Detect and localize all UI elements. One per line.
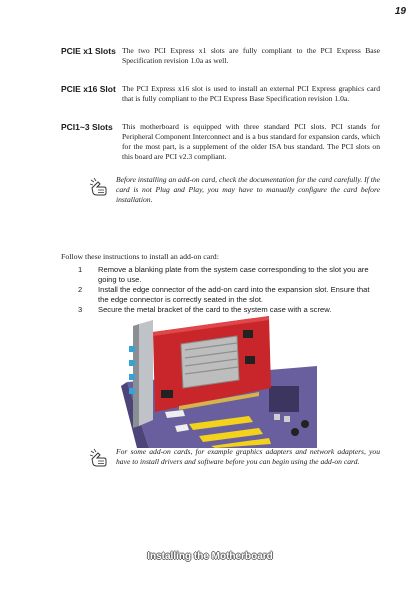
pointing-hand-icon [89,447,111,469]
step-number: 3 [78,305,83,314]
definition-description: The PCI Express x16 slot is used to install an external PCI Express graphics card that is fully compliant to the PCI Express Base Specification revision 1.0a. [122,84,380,103]
instructions-intro: Follow these instructions to install an add-on card: [61,252,219,261]
step-number: 2 [78,285,83,294]
definition-description: The two PCI Express x1 slots are fully compliant to the PCI Express Base Specification revision 1.0a as well. [122,46,380,65]
note-add-on-drivers: For some add-on cards, for example graphics adapters and network adapters, you have to install drivers and software before you can begin using the add-on card. [116,447,380,466]
step-text: Remove a blanking plate from the system case corresponding to the slot you are going to use. [98,265,369,284]
note-before-installing: Before installing an add-on card, check the documentation for the card carefully. If the card is not Plug and Play, you may have to manually configure the card before installation. [116,175,380,204]
definition-description: This motherboard is equipped with three standard PCI slots. PCI stands for Peripheral Component Interconnect and is a bus standard for expansion cards, which for the most part, is a supplement of the older ISA bus standard. The PCI slots on this board are PCI v2.3 compliant. [122,122,380,161]
footer-chapter-title: Installing the Motherboard [147,551,273,562]
page-number: 19 [394,6,406,17]
step-text: Install the edge connector of the add-on card into the expansion slot. Ensure that the edge connector is correctly seated in the slot. [98,285,370,304]
pointing-hand-icon [89,176,111,198]
add-on-card-installation-photo [119,316,319,448]
definition-term: PCIE x16 Slot [61,84,116,94]
definition-term: PCI1~3 Slots [61,122,113,132]
step-number: 1 [78,265,83,274]
definition-term: PCIE x1 Slots [61,46,116,56]
step-text: Secure the metal bracket of the card to the system case with a screw. [98,305,332,314]
